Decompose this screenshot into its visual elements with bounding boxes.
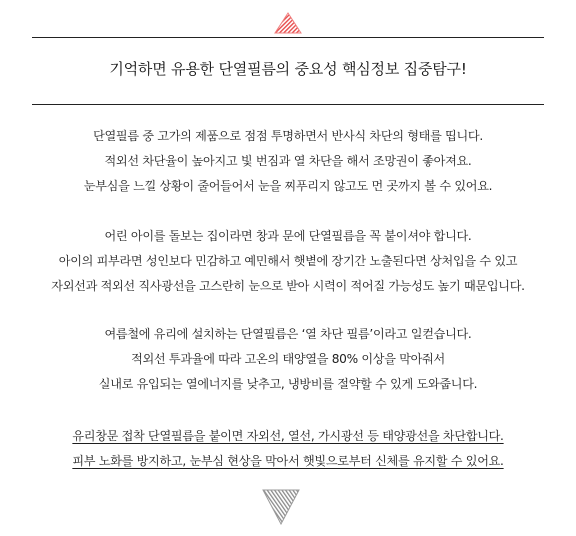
paragraph-4-underlined — [0, 424, 576, 474]
top-divider — [32, 37, 544, 38]
text-line: 어린 아이를 돌보는 집이라면 창과 문에 단열필름을 꼭 붙이셔야 합니다. — [104, 229, 472, 243]
triangle-down-striped-icon — [262, 489, 300, 525]
text-line: 아이의 피부라면 성인보다 민감하고 예민해서 햇볕에 장기간 노출된다면 상처입을 수 있고 — [58, 254, 518, 268]
text-line: 적외선 투과율에 따라 고온의 태양열을 80% 이상을 막아줘서 — [131, 352, 445, 366]
text-line: 자외선과 적외선 직사광선을 고스란히 눈으로 받아 시력이 적어질 가능성도 높기 때문입니다. — [51, 279, 525, 293]
title-divider — [32, 104, 544, 105]
triangle-up-striped-icon — [274, 12, 302, 34]
paragraph-2 — [0, 224, 576, 299]
text-line: 적외선 차단율이 높아지고 빛 번짐과 열 차단을 해서 조망권이 좋아져요. — [104, 154, 472, 168]
text-line: 여름철에 유리에 설치하는 단열필름은 ‘열 차단 필름’이라고 일컫습니다. — [104, 327, 472, 341]
paragraph-1 — [0, 124, 576, 199]
text-line: 유리창문 접착 단열필름을 붙이면 자외선, 열선, 가시광선 등 태양광선을 차단합니다. — [72, 429, 504, 443]
text-line: 눈부심을 느낄 상황이 줄어들어서 눈을 찌푸리지 않고도 먼 곳까지 볼 수 있어요. — [83, 179, 493, 193]
text-line: 단열필름 중 고가의 제품으로 점점 투명하면서 반사식 차단의 형태를 띱니다. — [93, 129, 483, 143]
text-line: 피부 노화를 방지하고, 눈부심 현상을 막아서 햇빛으로부터 신체를 유지할 수 있어요. — [72, 454, 504, 468]
page-title: 기억하면 유용한 단열필름의 중요성 핵심정보 집중탐구! — [109, 60, 467, 78]
text-line: 실내로 유입되는 열에너지를 낮추고, 냉방비를 절약할 수 있게 도와줍니다. — [98, 377, 478, 391]
paragraph-3 — [0, 322, 576, 397]
